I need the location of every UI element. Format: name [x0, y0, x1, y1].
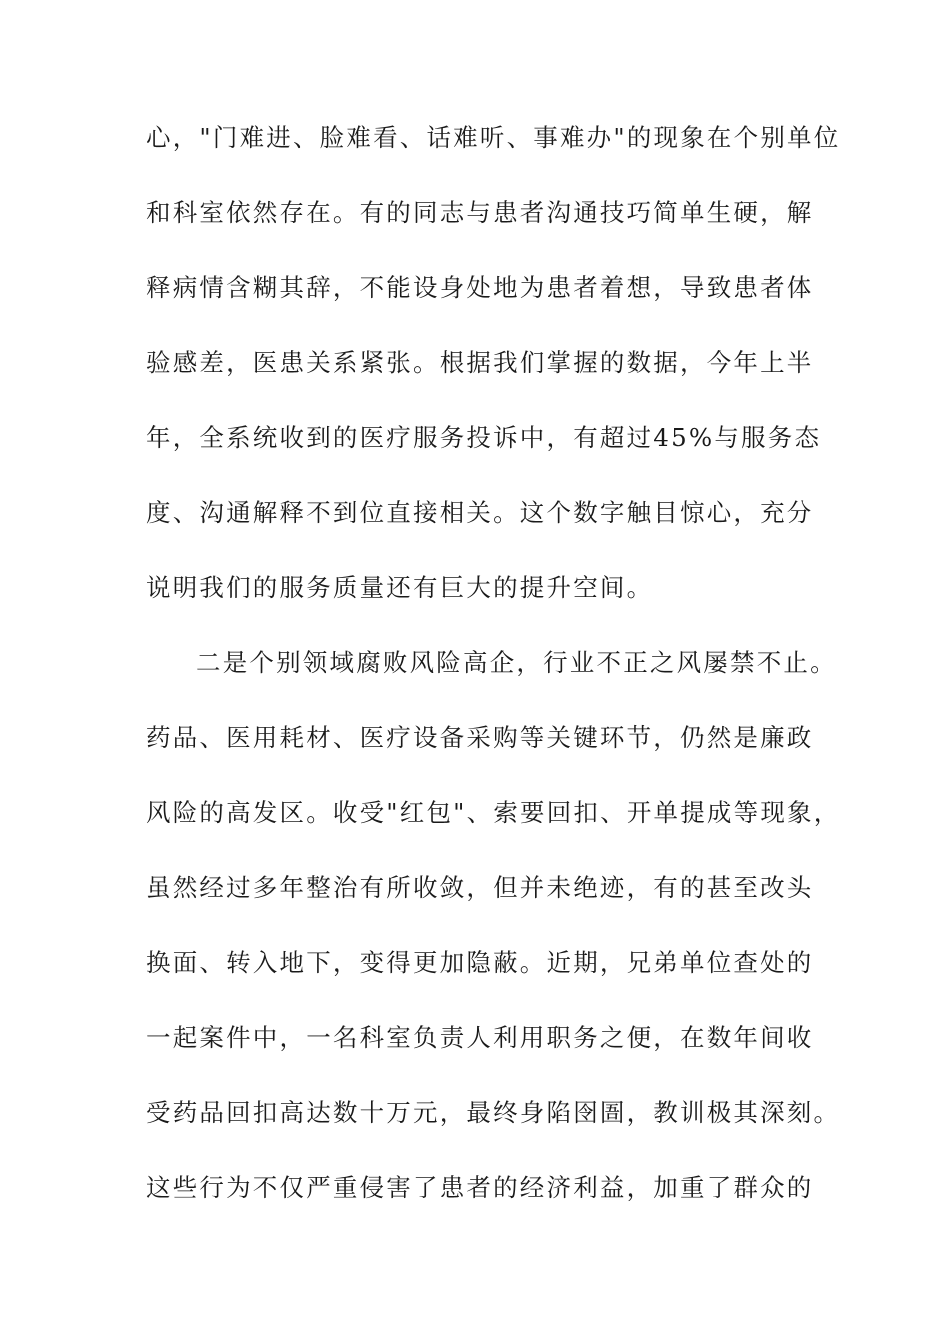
- text-line: 心，"门难进、脸难看、话难听、事难办"的现象在个别单位: [146, 123, 841, 152]
- text-line: 虽然经过多年整治有所收敛，但并未绝迹，有的甚至改头: [146, 873, 814, 902]
- text-line: 年，全系统收到的医疗服务投诉中，有超过45%与服务态: [146, 423, 822, 452]
- text-line: 这些行为不仅严重侵害了患者的经济利益，加重了群众的: [146, 1173, 814, 1202]
- text-line: 受药品回扣高达数十万元，最终身陷囹圄，教训极其深刻。: [146, 1098, 841, 1127]
- text-line: 换面、转入地下，变得更加隐蔽。近期，兄弟单位查处的: [146, 948, 814, 977]
- text-line: 验感差，医患关系紧张。根据我们掌握的数据，今年上半: [146, 348, 814, 377]
- text-line: 释病情含糊其辞，不能设身处地为患者着想，导致患者体: [146, 273, 814, 302]
- text-line: 药品、医用耗材、医疗设备采购等关键环节，仍然是廉政: [146, 723, 814, 752]
- text-line: 和科室依然存在。有的同志与患者沟通技巧简单生硬，解: [146, 198, 814, 227]
- text-line: 风险的高发区。收受"红包"、索要回扣、开单提成等现象，: [146, 798, 841, 827]
- text-line: 一起案件中，一名科室负责人利用职务之便，在数年间收: [146, 1023, 814, 1052]
- text-line: 度、沟通解释不到位直接相关。这个数字触目惊心，充分: [146, 498, 814, 527]
- paragraph-first-line: 二是个别领域腐败风险高企，行业不正之风屡禁不止。: [196, 648, 837, 677]
- text-line: 说明我们的服务质量还有巨大的提升空间。: [146, 573, 654, 602]
